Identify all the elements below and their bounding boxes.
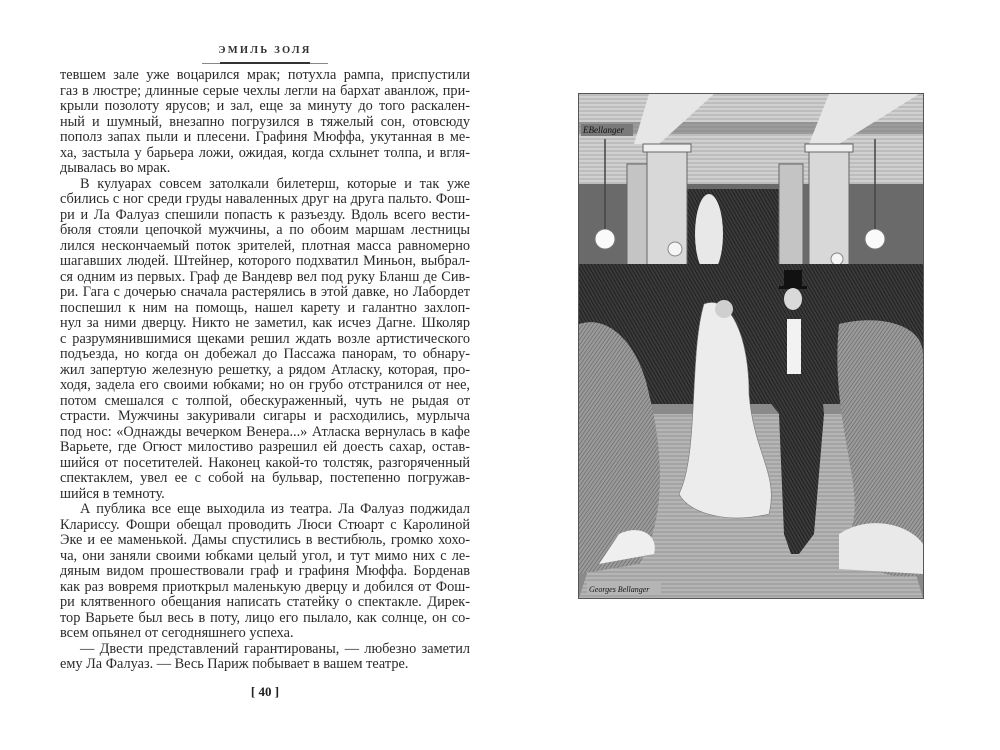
text-line: дывалась во мрак. — [60, 161, 171, 176]
text-line: крыли позолоту ярусов; и зал, еще за минуту до того раскален- — [60, 99, 470, 114]
gas-lamp — [831, 253, 843, 265]
text-line: ри и Ла Фалуаз спешили попасть к разъезду. Вдоль всего вести- — [60, 207, 470, 223]
artist-signature-top — [581, 124, 633, 136]
svg-text:EBellanger: EBellanger — [583, 125, 624, 135]
body-text — [60, 68, 470, 673]
text-line: потом смешался с толпой, обескураженный, чуть не рыдая от — [60, 393, 470, 409]
text-line: — Двести представлений гарантированы, — любезно заметил — [80, 641, 470, 657]
text-line: всем опьянел от сегодняшнего успеха. — [60, 626, 294, 641]
page-number: [ 40 ] — [250, 684, 280, 699]
text-line: ри клятвенного обещания написать статейку о спектакле. Дирек- — [60, 595, 470, 610]
right-page — [500, 0, 1000, 750]
text-line: с разрумянившимися щеками решил ждать возле артистического — [60, 331, 470, 347]
text-line: В кулуарах совсем затолкали билетерш, которые и так уже — [80, 176, 470, 192]
engraving-illustration — [578, 93, 924, 599]
bride-figure — [695, 194, 723, 274]
text-line: А публика все еще выходила из театра. Ла Фалуаз поджидал — [80, 502, 470, 517]
text-line: бюля стояли цепочкой мужчины, а по обоим маршам лестницы — [60, 223, 470, 238]
text-line: Клариссу. Фошри обещал проводить Люси Стюарт с Каролиной — [60, 517, 470, 533]
text-line: нул за ними дверцу. Никто не заметил, как исчез Дагне. Школяр — [60, 316, 470, 331]
text-line: Варьете, где Огюст милостиво разрешил ей доесть сахар, остав- — [60, 440, 470, 455]
text-line: ся одним из первых. Граф де Вандевр вел под руку Бланш де Сив- — [60, 269, 470, 285]
svg-text:Georges Bellanger: Georges Bellanger — [589, 585, 650, 594]
text-line: газ в люстре; длинные серые чехлы легли на бархат аванлож, при- — [60, 83, 470, 99]
text-line: ри. Гага с дочерью сначала растерялись в этой давке, но Лабордет — [60, 285, 470, 300]
gas-lamp — [595, 229, 615, 249]
text-line: тевшем зале уже воцарился мрак; потухла рампа, приспустили — [60, 68, 470, 83]
text-line: ный и шумный, внезапно погрузился в тяжелый сон, отовсюду — [60, 114, 470, 130]
text-line: тор Варьете был весь в поту, лицо его пылало, как солнце, он со- — [60, 610, 470, 626]
text-line: Эке и ее маменькой. Дамы спустились в вестибюль, громко хохо- — [60, 533, 470, 548]
text-line: шагавших людей. Штейнер, которого подхватил Миньон, выбрал- — [60, 254, 470, 269]
text-line: ча, они заняли своими юбками целый угол, и тут мимо них с ле- — [60, 548, 470, 564]
text-line: пополз запах пыли и плесени. Графиня Мюффа, укутанная в ме- — [60, 130, 470, 145]
shirt-front — [787, 319, 801, 374]
artist-signature-bottom — [587, 583, 661, 595]
text-line: жил запертую железную решетку, а рядом Атласку, которая, про- — [60, 362, 470, 378]
text-line: лился нескончаемый поток зрителей, плотная масса равномерно — [60, 238, 470, 254]
text-line: дяным видом прошествовали граф и графиня Мюффа. Борденав — [60, 564, 470, 579]
text-line: ему Ла Фалуаз. — Весь Париж побывает в вашем театре. — [60, 657, 409, 672]
foyer-crowd-engraving — [579, 94, 923, 598]
text-line: ходя, задела его своими юбками; но он грубо отстранился от нее, — [60, 378, 470, 393]
text-line: спектаклем, увел ее с собой на бульвар, постепенно погружав- — [60, 471, 470, 486]
top-hat — [784, 270, 802, 288]
text-line: подъезда, но когда он добежал до Пассажа панорам, то обнару- — [60, 347, 470, 362]
text-line: как раз вовремя приоткрыл маленькую дверцу и добился от Фош- — [60, 579, 470, 595]
gas-lamp — [865, 229, 885, 249]
text-line: шийся в темноту. — [60, 486, 165, 502]
header-rule-accent — [220, 62, 310, 64]
text-line: под нос: «Однажды вечерком Венера...» Атласка вернулась в кафе — [60, 424, 470, 440]
text-line: ха, застыла у барьера ложи, ожидая, когда схлынет толпа, и вгля- — [60, 145, 470, 161]
text-line: шийся от посетителей. Наконец какой-то толстяк, разгоряченный — [60, 455, 470, 471]
gas-lamp — [668, 242, 682, 256]
text-line: сбились с ног среди груды наваленных друг на друга пальто. Фош- — [60, 192, 470, 207]
text-line: поспешил к ним на помощь, нашел карету и галантно захлоп- — [60, 300, 470, 316]
text-line: страсти. Мужчины закуривали сигары и расходились, мурлыча — [60, 409, 470, 424]
running-head: ЭМИЛЬ ЗОЛЯ — [218, 45, 312, 56]
